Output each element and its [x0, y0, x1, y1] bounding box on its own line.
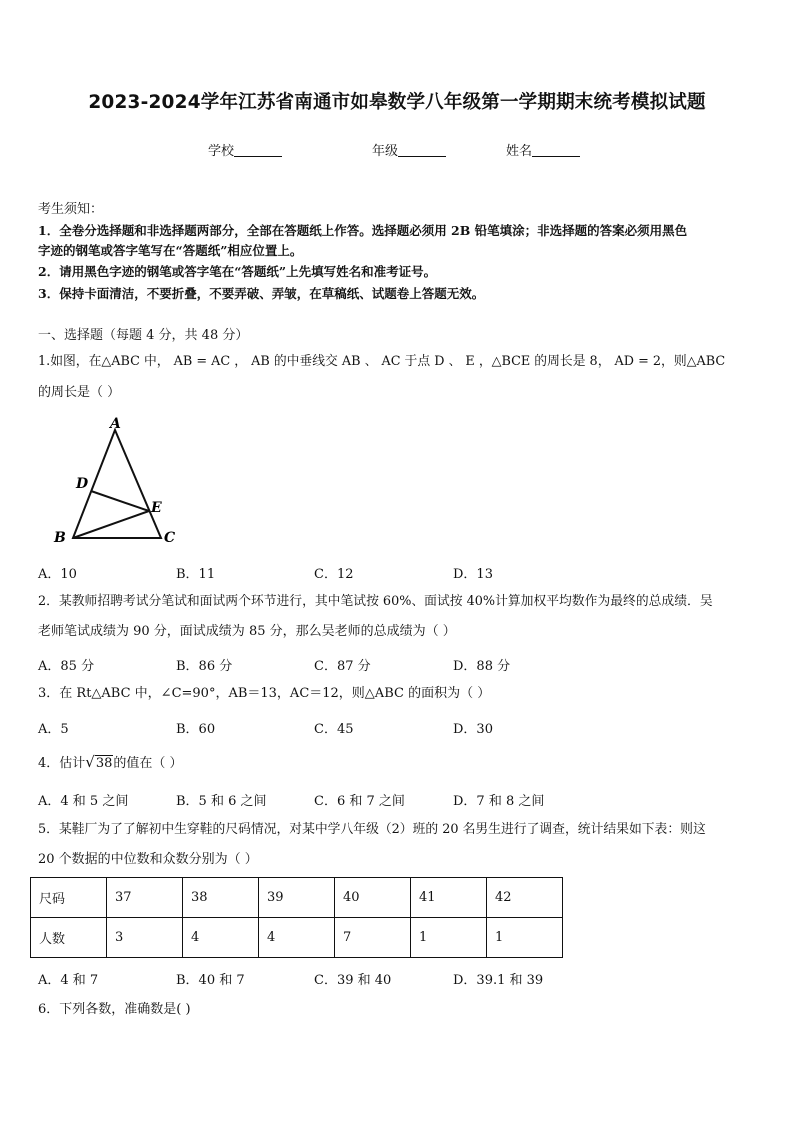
table-cell: 3 [107, 918, 183, 958]
q5-option-d[interactable]: D．39.1 和 39 [453, 973, 544, 988]
label-B: B [54, 530, 66, 546]
q4-option-d[interactable]: D．7 和 8 之间 [453, 794, 545, 809]
q5-option-b[interactable]: B．40 和 7 [176, 973, 245, 988]
table-cell: 1 [487, 918, 563, 958]
q4-prefix: 4．估计 [38, 756, 86, 771]
q1-triangle-figure [48, 412, 188, 547]
q4-option-b[interactable]: B．5 和 6 之间 [176, 794, 267, 809]
q4-option-a[interactable]: A．4 和 5 之间 [38, 794, 129, 809]
table-cell: 4 [183, 918, 259, 958]
sqrt-symbol: √ [85, 753, 95, 771]
q2-option-d[interactable]: D．88 分 [453, 659, 511, 674]
table-cell: 42 [487, 878, 563, 918]
table-cell: 41 [411, 878, 487, 918]
q2-option-c[interactable]: C．87 分 [314, 659, 371, 674]
grade-field [372, 140, 446, 159]
table-row [31, 878, 563, 918]
school-label: 学校 [208, 144, 235, 159]
q4-suffix: 的值在（ ） [113, 756, 183, 771]
q2-stem-line1: 2．某教师招聘考试分笔试和面试两个环节进行，其中笔试按 60%、面试按 40%计算加权平均数作为最终的总成绩．吴 [38, 594, 713, 609]
table-cell: 37 [107, 878, 183, 918]
label-C: C [164, 530, 176, 546]
label-E: E [151, 500, 162, 516]
q2-stem-line2: 老师笔试成绩为 90 分，面试成绩为 85 分，那么吴老师的总成绩为（ ） [38, 624, 456, 639]
q5-stem-line1: 5．某鞋厂为了了解初中生穿鞋的尺码情况，对某中学八年级（2）班的 20 名男生进行了调查，统计结果如下表：则这 [38, 822, 706, 837]
grade-blank [398, 143, 446, 157]
table-cell: 4 [259, 918, 335, 958]
notice-item-2: 2．请用黑色字迹的钢笔或答字笔在“答题纸”上先填写姓名和准考证号。 [38, 264, 437, 279]
grade-label: 年级 [372, 144, 399, 159]
q1-option-b[interactable]: B．11 [176, 567, 216, 582]
page-title: 2023-2024学年江苏省南通市如皋数学八年级第一学期期末统考模拟试题 [88, 92, 706, 113]
q3-option-a[interactable]: A．5 [38, 722, 69, 737]
q1-stem-line2: 的周长是（ ） [38, 385, 121, 400]
q1-stem-line1: 1.如图，在△ABC 中， AB = AC ， AB 的中垂线交 AB 、 AC 于点 D 、 E ，△BCE 的周长是 8， AD = 2，则△ABC [38, 354, 726, 369]
label-A: A [110, 416, 121, 432]
table-cell: 尺码 [31, 878, 107, 918]
table-row [31, 918, 563, 958]
q1-option-a[interactable]: A．10 [38, 567, 77, 582]
q1-option-d[interactable]: D．13 [453, 567, 493, 582]
table-cell: 38 [183, 878, 259, 918]
q3-stem: 3．在 Rt△ABC 中，∠C=90°，AB＝13，AC＝12，则△ABC 的面积为（ ） [38, 686, 491, 701]
label-D: D [76, 476, 89, 492]
table-cell: 7 [335, 918, 411, 958]
table-cell: 39 [259, 878, 335, 918]
school-field [208, 140, 282, 159]
q5-option-a[interactable]: A．4 和 7 [38, 973, 99, 988]
q3-option-b[interactable]: B．60 [176, 722, 216, 737]
q6-stem: 6．下列各数，准确数是( ) [38, 1002, 191, 1017]
q3-option-c[interactable]: C．45 [314, 722, 354, 737]
table-cell: 1 [411, 918, 487, 958]
notice-item-1a: 1．全卷分选择题和非选择题两部分，全部在答题纸上作答。选择题必须用 2B 铅笔填涂；非选择题的答案必须用黑色 [38, 223, 688, 238]
notice-item-1b: 字迹的钢笔或答字笔写在“答题纸”相应位置上。 [38, 243, 303, 258]
q3-option-d[interactable]: D．30 [453, 722, 493, 737]
table-cell: 人数 [31, 918, 107, 958]
q2-option-a[interactable]: A．85 分 [38, 659, 95, 674]
name-label: 姓名 [506, 144, 533, 159]
q5-option-c[interactable]: C．39 和 40 [314, 973, 392, 988]
q1-option-c[interactable]: C．12 [314, 567, 354, 582]
notice-heading: 考生须知： [38, 202, 104, 217]
q5-stem-line2: 20 个数据的中位数和众数分别为（ ） [38, 852, 258, 867]
name-blank [532, 143, 580, 157]
school-blank [234, 143, 282, 157]
name-field [506, 140, 580, 159]
q4-stem [38, 752, 183, 774]
q5-data-table [30, 877, 563, 958]
q4-radicand: 38 [95, 756, 113, 771]
notice-item-3: 3．保持卡面清洁，不要折叠，不要弄破、弄皱，在草稿纸、试题卷上答题无效。 [38, 286, 485, 301]
section-heading: 一、选择题（每题 4 分，共 48 分） [38, 328, 249, 343]
q4-option-c[interactable]: C．6 和 7 之间 [314, 794, 405, 809]
table-cell: 40 [335, 878, 411, 918]
q2-option-b[interactable]: B．86 分 [176, 659, 233, 674]
